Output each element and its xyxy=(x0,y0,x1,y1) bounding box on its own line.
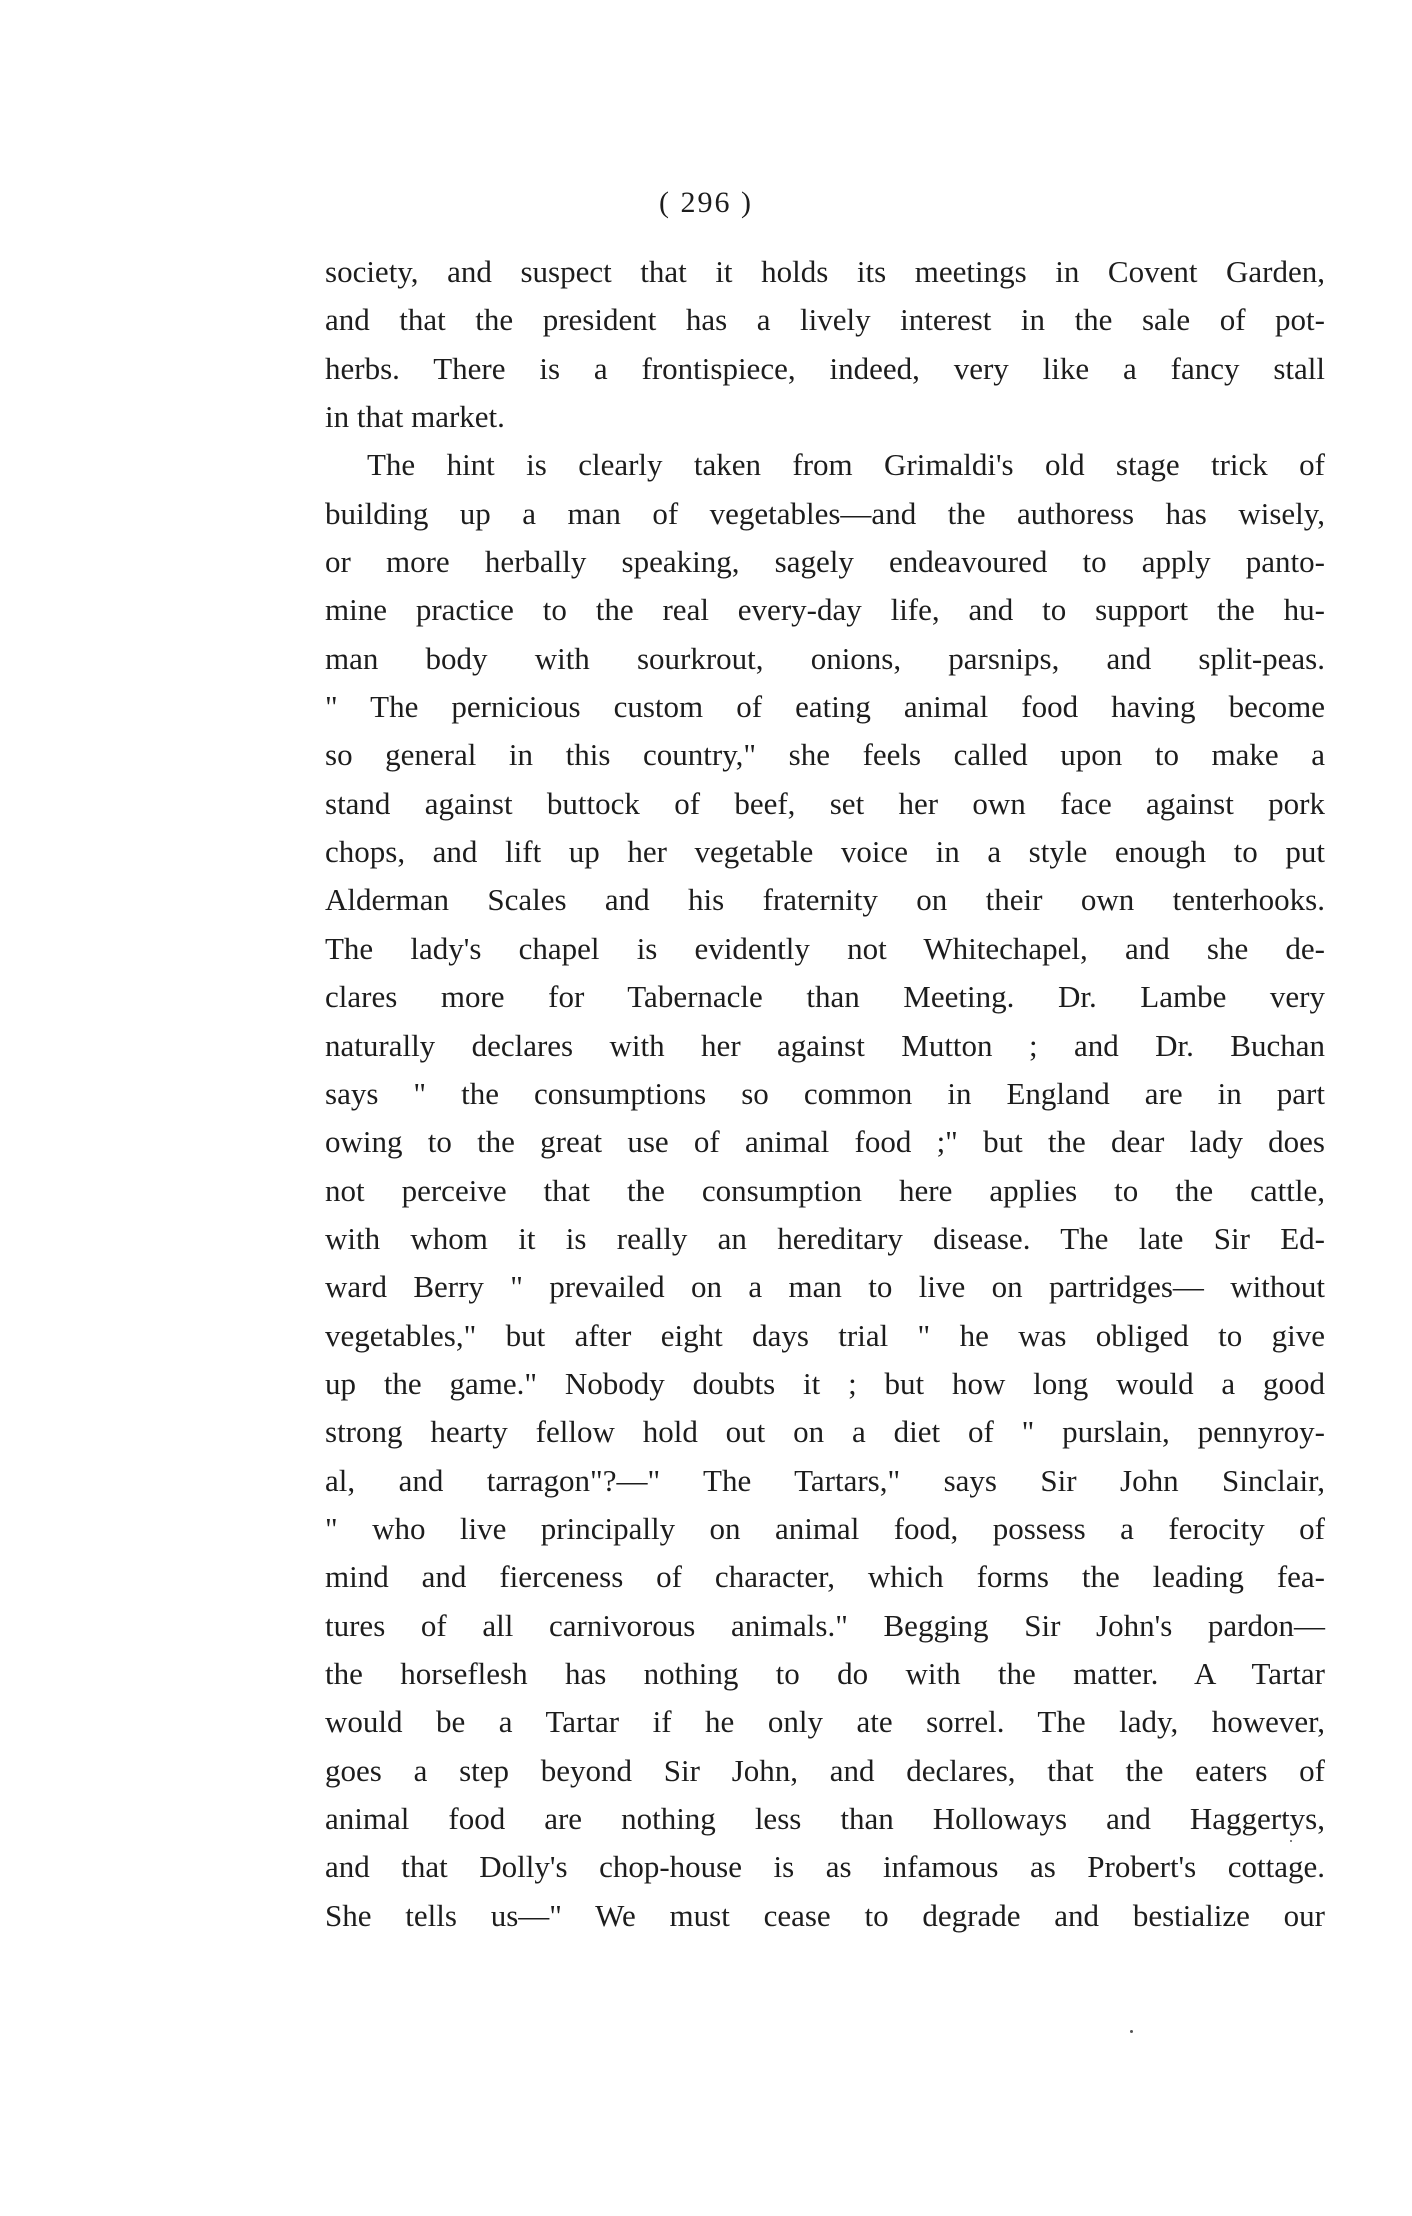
text-line-5: The hint is clearly taken from Grimaldi's old stage trick of xyxy=(367,447,1325,483)
text-line-4: in that market. xyxy=(325,399,505,435)
text-line-11: so general in this country," she feels called upon to make a xyxy=(325,737,1325,773)
text-line-32: goes a step beyond Sir John, and declares, that the eaters of xyxy=(325,1752,1325,1788)
text-line-23: vegetables," but after eight days trial " he was obliged to give xyxy=(325,1317,1325,1353)
text-line-34: and that Dolly's chop-house is as infamous as Probert's cottage. xyxy=(325,1849,1325,1885)
text-line-1: society, and suspect that it holds its meetings in Covent Garden, xyxy=(325,254,1325,289)
text-line-24: up the game." Nobody doubts it ; but how long would a good xyxy=(325,1365,1325,1401)
text-line-27: " who live principally on animal food, possess a ferocity of xyxy=(325,1510,1325,1546)
text-line-33: animal food are nothing less than Holloways and Haggertys, xyxy=(325,1801,1325,1836)
text-line-31: would be a Tartar if he only ate sorrel. The lady, however, xyxy=(325,1704,1325,1740)
text-line-30: the horseflesh has nothing to do with the matter. A Tartar xyxy=(325,1655,1325,1691)
page-number: ( 296 ) xyxy=(659,186,753,219)
text-line-20: not perceive that the consumption here applies to the cattle, xyxy=(325,1172,1325,1208)
text-line-14: Alderman Scales and his fraternity on their own tenterhooks. xyxy=(325,882,1325,918)
text-line-21: with whom it is really an hereditary disease. The late Sir Ed- xyxy=(325,1220,1325,1256)
text-line-13: chops, and lift up her vegetable voice in a style enough to put xyxy=(325,834,1325,870)
text-line-15: The lady's chapel is evidently not Whitechapel, and she de- xyxy=(325,930,1325,966)
text-line-6: building up a man of vegetables—and the authoress has wisely, xyxy=(325,495,1325,531)
text-line-18: says " the consumptions so common in England are in part xyxy=(325,1075,1325,1111)
paper-speck xyxy=(1290,1840,1292,1842)
text-line-22: ward Berry " prevailed on a man to live on partridges— without xyxy=(325,1269,1325,1305)
text-line-10: " The pernicious custom of eating animal food having become xyxy=(325,689,1325,725)
text-line-17: naturally declares with her against Mutton ; and Dr. Buchan xyxy=(325,1027,1325,1063)
text-line-3: herbs. There is a frontispiece, indeed, very like a fancy stall xyxy=(325,350,1325,386)
text-line-9: man body with sourkrout, onions, parsnips, and split-peas. xyxy=(325,640,1325,676)
text-line-7: or more herbally speaking, sagely endeavoured to apply panto- xyxy=(325,544,1325,580)
text-line-26: al, and tarragon"?—" The Tartars," says Sir John Sinclair, xyxy=(325,1462,1325,1498)
text-line-28: mind and fierceness of character, which forms the leading fea- xyxy=(325,1559,1325,1595)
text-line-2: and that the president has a lively interest in the sale of pot- xyxy=(325,302,1325,338)
text-line-12: stand against buttock of beef, set her own face against pork xyxy=(325,785,1325,821)
text-line-25: strong hearty fellow hold out on a diet of " purslain, pennyroy- xyxy=(325,1414,1325,1450)
paper-speck xyxy=(1130,2030,1133,2033)
text-line-8: mine practice to the real every-day life, and to support the hu- xyxy=(325,592,1325,628)
text-line-16: clares more for Tabernacle than Meeting. Dr. Lambe very xyxy=(325,979,1325,1015)
text-line-35: She tells us—" We must cease to degrade and bestialize our xyxy=(325,1897,1325,1933)
text-line-29: tures of all carnivorous animals." Begging Sir John's pardon— xyxy=(325,1607,1325,1643)
body-text xyxy=(325,248,1325,1940)
text-line-19: owing to the great use of animal food ;" but the dear lady does xyxy=(325,1124,1325,1160)
